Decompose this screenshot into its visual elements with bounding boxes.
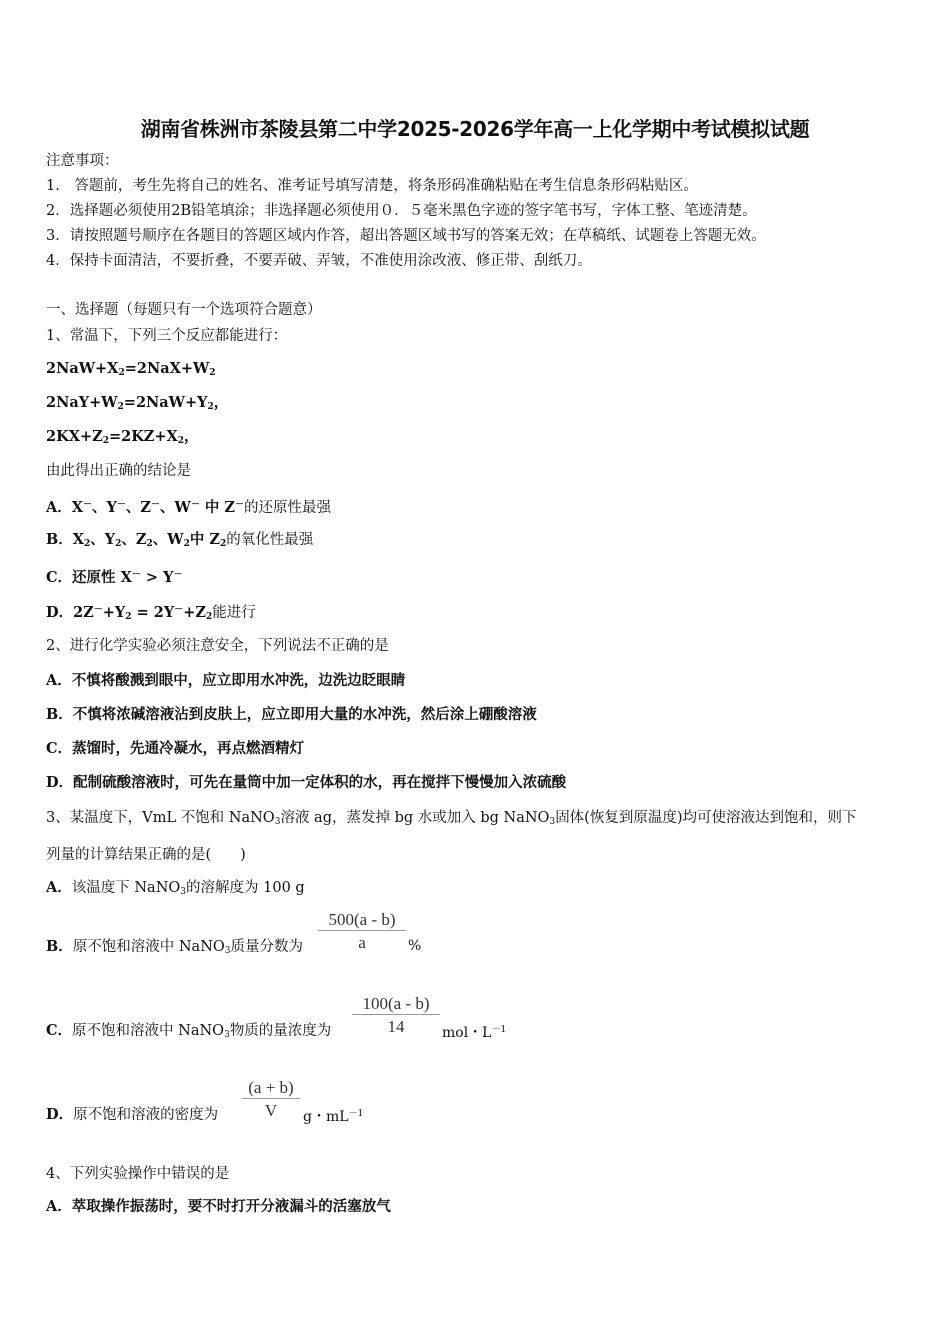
section-heading: 一、选择题（每题只有一个选项符合题意） (46, 302, 322, 318)
q3-option-c-fraction (352, 994, 440, 1037)
q3-option-d-unit: g・$mL^{-1}$ (303, 1109, 364, 1125)
q1-option-a: A．X－、Y－、Z－、W－ 中 Z－的还原性最强 (46, 499, 332, 516)
q2-option-d: D．配制硫酸溶液时，可先在量筒中加一定体积的水，再在搅拌下慢慢加入浓硫酸 (46, 774, 567, 791)
q1-stem: 1、常温下，下列三个反应都能进行： (46, 328, 288, 344)
notice-item-1: 1. 答题前，考生先将自己的姓名、准考证号填写清楚，将条形码准确粘贴在考生信息条形码粘贴区。 (46, 178, 698, 194)
fraction-denominator: 14 (387, 1017, 405, 1036)
fraction-numerator: 100(a - b) (362, 994, 430, 1013)
q3-option-d: D．原不饱和溶液的密度为 (46, 1106, 219, 1123)
q3-option-b-fraction (318, 910, 406, 953)
fraction-denominator: V (264, 1101, 278, 1120)
q3-option-b: B．原不饱和溶液中 NaNO$_3$质量分数为 (46, 938, 304, 956)
q1-equation-2: $2NaY+W_2=2NaW+Y_2$， (46, 394, 229, 412)
fraction-numerator: 500(a - b) (328, 910, 396, 929)
q3-option-a: A．该温度下 NaNO$_3$的溶解度为 100 g (46, 879, 305, 897)
exam-title: 湖南省株洲市茶陵县第二中学2025-2026学年高一上化学期中考试模拟试题 (140, 117, 810, 141)
notice-heading: 注意事项： (46, 153, 119, 169)
q3-option-c: C．原不饱和溶液中 NaNO$_3$物质的量浓度为 (46, 1022, 332, 1040)
q2-option-b: B．不慎将浓碱溶液沾到皮肤上，应立即用大量的水冲洗，然后涂上硼酸溶液 (46, 706, 537, 723)
q4-option-a: A．萃取操作振荡时，要不时打开分液漏斗的活塞放气 (46, 1198, 391, 1215)
q1-equation-1: $2NaW+X_2=2NaX+W_2$ (46, 360, 216, 378)
notice-item-4: 4．保持卡面清洁，不要折叠，不要弄破、弄皱，不准使用涂改液、修正带、刮纸刀。 (46, 253, 592, 269)
q1-lead: 由此得出正确的结论是 (46, 463, 191, 479)
q1-option-c: C．还原性 X－ > Y－ (46, 569, 183, 586)
q1-option-b: B．$X_2$、$Y_2$、$Z_2$、$W_2$中 $Z_2$的氧化性最强 (46, 531, 314, 549)
q4-stem: 4、下列实验操作中错误的是 (46, 1166, 230, 1182)
q3-option-d-fraction (242, 1078, 300, 1121)
q2-stem: 2、进行化学实验必须注意安全，下列说法不正确的是 (46, 638, 389, 654)
notice-item-2: 2．选择题必须使用2B铅笔填涂；非选择题必须使用０．５毫米黑色字迹的签字笔书写，字体工整、笔迹清楚。 (46, 203, 757, 219)
q1-option-d: D．$2Z^-+Y_2 = 2Y^-+Z_2$能进行 (46, 604, 256, 622)
q3-stem-line-1: 3、某温度下，VmL 不饱和 NaNO$_3$溶液 ag，蒸发掉 bg 水或加入 bg NaNO$_3$固体(恢复到原温度)均可使溶液达到饱和，则下 (46, 810, 857, 827)
fraction-numerator: (a + b) (248, 1078, 294, 1097)
q3-option-b-unit: % (408, 938, 422, 954)
fraction-denominator: a (358, 933, 366, 952)
q2-option-c: C．蒸馏时，先通冷凝水，再点燃酒精灯 (46, 740, 305, 757)
q1-equation-3: $2KX+Z_2=2KZ+X_2$， (46, 428, 199, 446)
q3-option-c-unit: mol・$L^{-1}$ (442, 1025, 507, 1041)
q3-stem-line-2: 列量的计算结果正确的是( ) (46, 847, 246, 863)
q2-option-a: A．不慎将酸溅到眼中，应立即用水冲洗，边洗边眨眼睛 (46, 672, 406, 689)
notice-item-3: 3．请按照题号顺序在各题目的答题区域内作答，超出答题区域书写的答案无效；在草稿纸、试题卷上答题无效。 (46, 228, 766, 244)
